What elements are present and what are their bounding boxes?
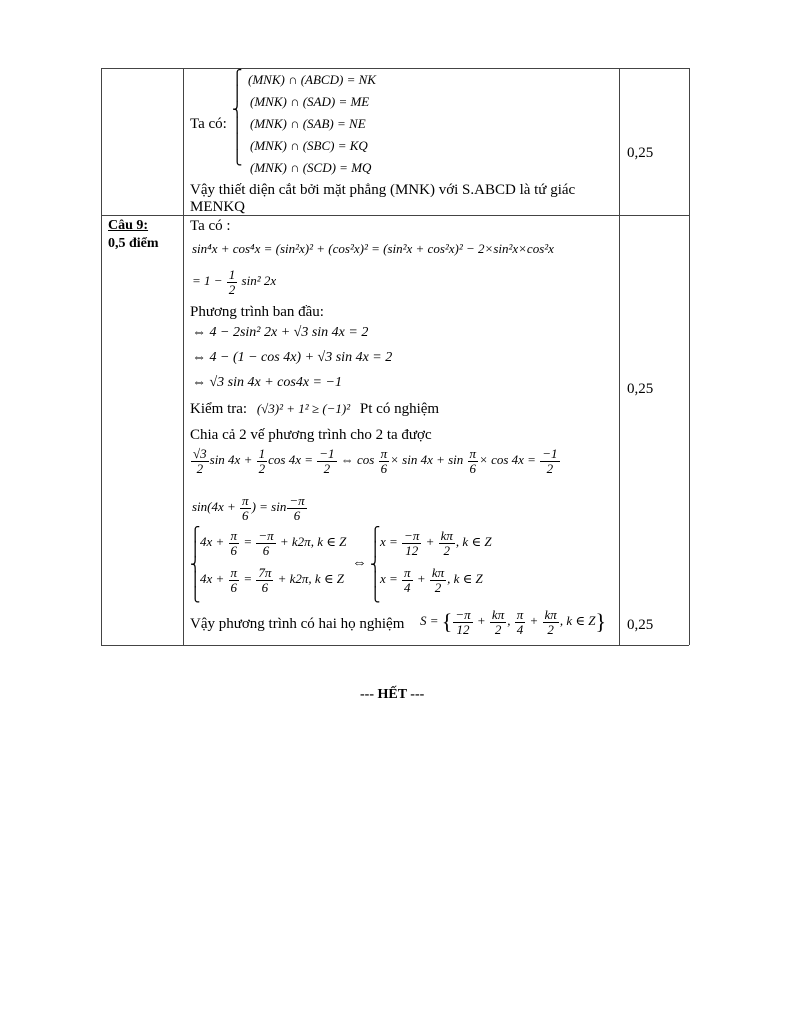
q9-left-brace: ⎧ ⎪ ⎨ ⎪ ⎩	[190, 527, 201, 603]
q9-equivalence-symbol: ⇔	[352, 555, 367, 571]
q9-identity-result-prefix: = 1 −	[192, 273, 223, 289]
q9-left-case-2: 4x + $\frac{\pi}{6}$ = $\frac{7\pi}{6}$ + k2π, k ∈ Z	[200, 565, 345, 595]
table-row-divider	[101, 215, 689, 216]
q9-right-case-1: x = $\frac{-\pi}{12}$ + $\frac{k\pi}{2}$ , k ∈ Z	[380, 528, 492, 558]
table-border-right	[689, 68, 690, 645]
q8-intro: Ta có:	[190, 116, 227, 132]
q8-conclusion-2: MENKQ	[190, 199, 245, 215]
q9-final-label: Vậy phương trình có hai họ nghiệm	[190, 616, 405, 632]
q9-score-2: 0,25	[627, 617, 654, 633]
table-border-left	[101, 68, 102, 645]
q9-check-expr: (√3)² + 1² ≥ (−1)²	[256, 401, 351, 416]
q9-eq-2: ⇔ 4 − (1 − cos 4x) + √3 sin 4x = 2	[192, 350, 393, 365]
q9-right-brace: ⎧ ⎪ ⎨ ⎪ ⎩	[370, 527, 381, 603]
q9-score-1: 0,25	[627, 381, 654, 397]
q9-intro: Ta có :	[190, 218, 231, 234]
q8-brace: ⎧ ⎪ ⎨ ⎪ ⎪ ⎩	[232, 70, 243, 166]
q8-sys-3: (MNK) ∩ (SAB) = NE	[250, 116, 366, 131]
q9-label: Câu 9:	[108, 218, 149, 233]
q9-check-label: Kiểm tra:	[190, 401, 248, 417]
table-divider-2	[619, 68, 620, 645]
q9-eq-3: ⇔ √3 sin 4x + cos4x = −1	[192, 375, 342, 390]
q9-left-case-1: 4x + $\frac{\pi}{6}$ = $\frac{-\pi}{6}$ + k2π, k ∈ Z	[200, 528, 347, 558]
q9-points: 0,5 điểm	[108, 236, 159, 251]
q8-sys-1: (MNK) ∩ (ABCD) = NK	[248, 72, 376, 87]
q9-check-result: Pt có nghiệm	[359, 401, 440, 417]
q8-score: 0,25	[627, 145, 654, 161]
q9-divide-line: Chia cả 2 vế phương trình cho 2 ta được	[190, 427, 432, 443]
q9-original-eq-label: Phương trình ban đầu:	[190, 304, 324, 320]
q9-identity-result: = 1 − $\frac{1}{2}$ sin² 2x	[192, 267, 277, 297]
table-divider-1	[183, 68, 184, 645]
q9-sin-equation: sin(4x + $\frac{\pi}{6}$ ) = sin $\frac{-\pi}{6}$	[192, 493, 305, 523]
q9-eq-1: ⇔ 4 − 2sin² 2x + √3 sin 4x = 2	[192, 325, 369, 340]
q8-sys-4: (MNK) ∩ (SBC) = KQ	[250, 138, 368, 153]
q9-identity-result-suffix: sin² 2x	[241, 273, 277, 289]
q8-sys-2: (MNK) ∩ (SAD) = ME	[250, 94, 370, 109]
q9-divided-equation: $\frac{√3}{2}$ sin 4x + $\frac{1}{2}$ cos 4x = $\frac{-1}{2}$ ⇔ cos $\frac{\pi}{6}$ × sin 4x + sin $\frac{\pi}{6}$ × cos 4x = $\frac{-1}{2}$	[193, 446, 558, 476]
q8-sys-5: (MNK) ∩ (SCD) = MQ	[250, 160, 372, 175]
q8-conclusion-1: Vậy thiết diện cắt bởi mặt phẳng (MNK) với S.ABCD là tứ giác	[190, 182, 576, 198]
q9-solution-set: S = { $\frac{-\pi}{12}$ + $\frac{k\pi}{2}$ , $\frac{\pi}{4}$ + $\frac{k\pi}{2}$ , k ∈ Z}	[420, 607, 606, 637]
q9-right-case-2: x = $\frac{\pi}{4}$ + $\frac{k\pi}{2}$ , k ∈ Z	[380, 565, 483, 595]
footer-end-mark: --- HẾT ---	[360, 687, 425, 702]
table-border-bottom	[101, 645, 689, 646]
table-border-top	[101, 68, 689, 69]
q9-identity-line: sin⁴x + cos⁴x = (sin²x)² + (cos²x)² = (sin²x + cos²x)² − 2×sin²x×cos²x	[192, 241, 554, 256]
q9-check-line	[190, 402, 439, 417]
